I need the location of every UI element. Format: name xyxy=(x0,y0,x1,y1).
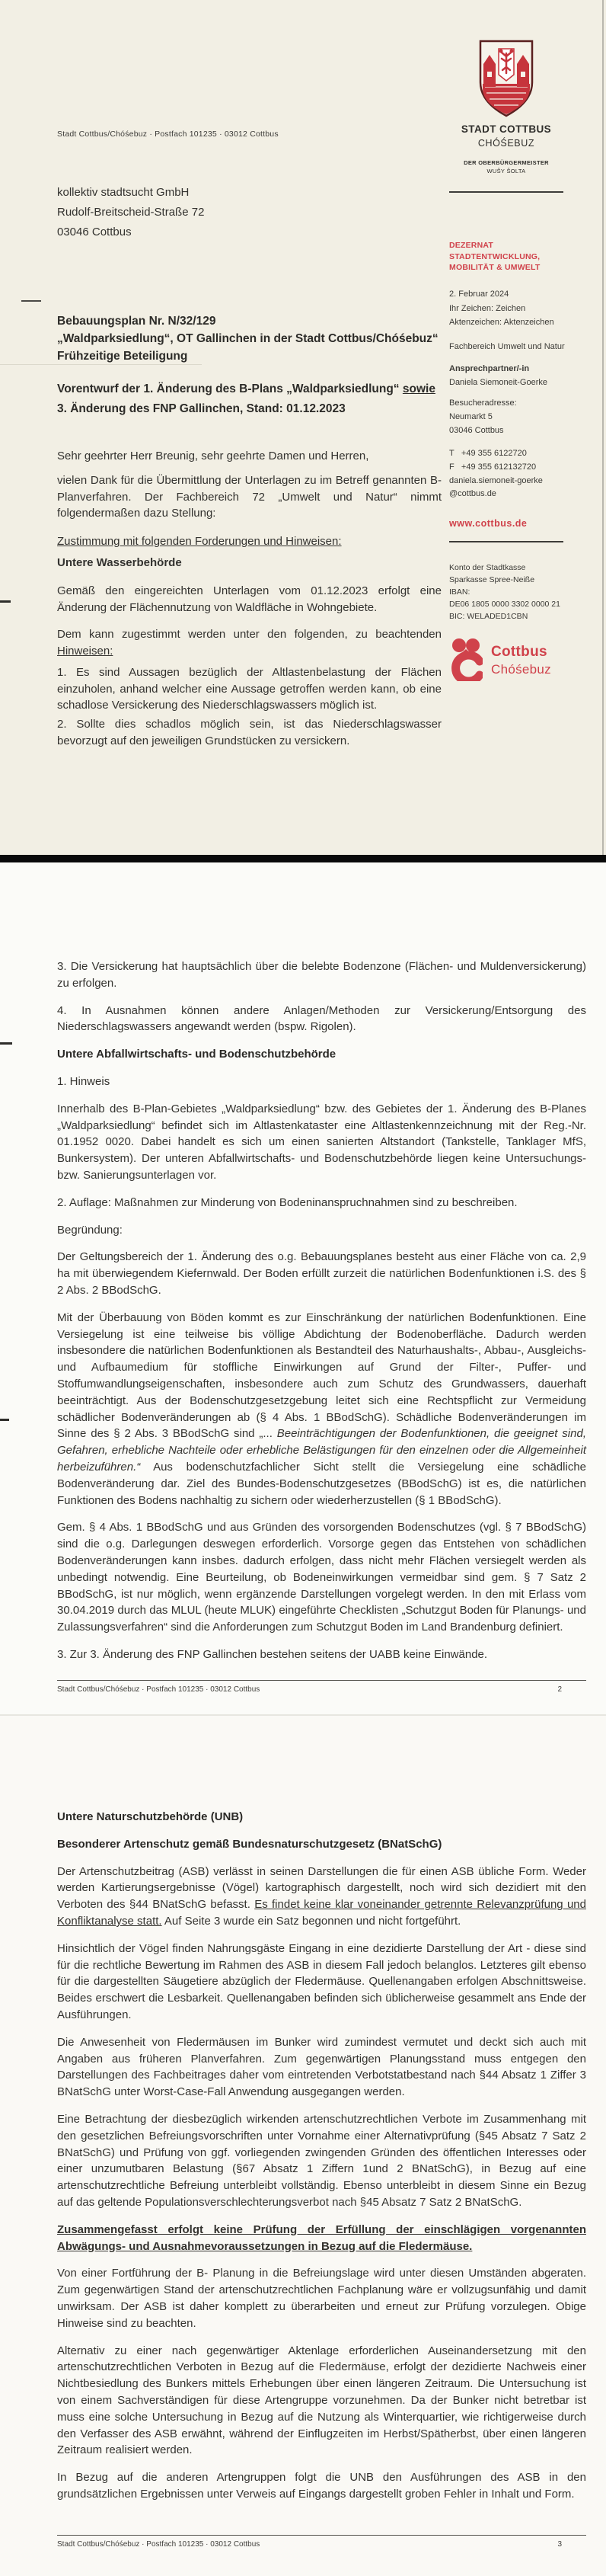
footer-rule xyxy=(57,2535,586,2536)
subject2-line-2: 3. Änderung des FNP Gallinchen, Stand: 01.12.2023 xyxy=(57,402,346,415)
mayor-line-2: WUŠY ŠOLTA xyxy=(486,168,526,174)
footer-sender-line: Stadt Cottbus/Chóśebuz · Postfach 101235 · 03012 Cottbus xyxy=(57,1685,260,1694)
nature-authority-heading: Untere Naturschutzbehörde (UNB) xyxy=(57,1810,244,1823)
water-item-1: 1. Es sind Aussagen bezüglich der Altlastenbelastung der Flächen einzuholen, anhand welcher eine Aussage getroffen werden kann, ob eine schadlose Versickerung des Niederschlagswassers möglich ist. xyxy=(57,666,442,712)
begruendung-paragraph-1: Der Geltungsbereich der 1. Änderung des o.g. Bebauungsplanes besteht aus einer Fläche von ca. 2,9 ha mit überwiegendem Kiefernwald. Der Boden erfüllt zurzeit die natürlichen Bodenfunktionen i.S. des § 2 Abs. 2 BBodSchG. xyxy=(57,1250,586,1297)
water-authority-heading: Untere Wasserbehörde xyxy=(57,556,182,569)
bank-details xyxy=(449,562,594,622)
bank-line: BIC: WELADED1CBN xyxy=(449,612,528,621)
begruendung-label: Begründung: xyxy=(57,1223,123,1237)
punch-mark xyxy=(0,1042,12,1045)
water-paragraph-2: Dem kann zugestimmt werden unter den folgenden, zu beachtenden Hinweisen: xyxy=(57,628,442,658)
footer-sender-line: Stadt Cottbus/Chóśebuz · Postfach 101235 · 03012 Cottbus xyxy=(57,2540,260,2549)
visitor-city: 03046 Cottbus xyxy=(449,426,504,435)
phone-row xyxy=(449,447,594,460)
recipient-name: kollektiv stadtsucht GmbH xyxy=(57,186,190,199)
email-line-1: daniela.siemoneit-goerke xyxy=(449,476,543,485)
fax-label: F xyxy=(449,462,454,472)
sender-line: Stadt Cottbus/Chóśebuz · Postfach 101235 · 03012 Cottbus xyxy=(57,130,279,139)
unb-paragraph-8: In Bezug auf die anderen Artengruppen folgt die UNB den Ausführungen des ASB in den grundsätzlichen Ergebnissen unter Verweis auf Eingangs dargestellt groben Fehler in Inhalt und Form. xyxy=(57,2471,586,2501)
visitor-address-label: Besucheradresse: xyxy=(449,398,517,408)
page-separator xyxy=(0,855,606,862)
fold-line xyxy=(0,364,202,365)
cottbus-coat-of-arms xyxy=(477,38,535,119)
bank-line: Sparkasse Spree-Neiße xyxy=(449,575,535,584)
unb-paragraph-6: Von einer Fortführung der B- Planung in die Befreiungslage wird unter diesen Umständen abgeraten. Zum gegenwärtigen Stand der artenschutzrechtlichen Fachplanung wäre er vollzugsunfähig und damit unwirksam. Der ASB ist daher komplett zu überarbeiten und erneut zur Prüfung vorzulegen. Obige Hinweise sind zu beachten. xyxy=(57,2267,586,2330)
recipient-address xyxy=(57,183,204,242)
unb-summary-paragraph: Zusammengefasst erfolgt keine Prüfung der Erfüllung der einschlägigen vorgenannten Abwägungs- und Ausnahmevoraussetzungen in Bezug auf die Fledermäuse. xyxy=(57,2222,586,2253)
fax-number: +49 355 612132720 xyxy=(461,462,537,472)
begruendung-paragraph-2: Mit der Überbauung von Böden kommt es zur Einschränkung der natürlichen Bodenfunktionen. Eine Versiegelung ist eine teilweise bis völlige Abdichtung der Bodenoberfläche. Dadurch werden insbesondere die natürlichen Bodenfunktionen als Bestandteil des Naturhaushalts-, Abbau-, Ausgleichs- und Aufbaumedium für stoffliche Einwirkungen auf Grund der Filter-, Puffer- und Stoffumwandlungseigenschaften, insbesondere auch zum Schutz des Grundwassers, dauerhaft beeinträchtigt. Aus der Bodenschutzgesetzgebung leitet sich eine Rechtspflicht zur Vermeidung schädlicher Bodenveränderungen ab (§ 4 Abs. 1 BBodSchG). Schädliche Bodenveränderungen im Sinne des § 2 Abs. 3 BBodSchG sind „... Beeinträchtigungen der Bodenfunktionen, die geeignet sind, Gefahren, erhebliche Nachteile oder erhebliche Belästigungen für den einzelnen oder die Allgemeinheit herbeizuführen.“ Aus bodenschutzfachlicher Sicht stellt die Versiegelung eine schädliche Bodenveränderung dar. Ziel des Bundes-Bodenschutzgesetzes (BBodSchG) ist es, die natürlichen Funktionen des Bodens nachhaltig zu sichern oder wiederherzustellen (§ 1 BBodSchG). xyxy=(57,1310,586,1507)
recipient-street: Rudolf-Breitscheid-Straße 72 xyxy=(57,206,205,219)
water-item-2: 2. Sollte dies schadlos möglich sein, ist das Niederschlagswasser bevorzugt auf den jeweiligen Grundstücken zu versickern. xyxy=(57,718,442,747)
unb-paragraph-1: Der Artenschutzbeitrag (ASB) verlässt in seinen Darstellungen die für einen ASB übliche Form. Weder werden Kartierungsergebnisse (Vögel) kartographisch dargestellt, noch wird sich dezidiert mit den Verboten des §44 BNatSchG befasst. Es findet keine klar voneinander getrennte Relevanzprüfung und Konfliktanalyse statt. Auf Seite 3 wurde ein Satz begonnen und nicht fortgeführt. xyxy=(57,1864,586,1928)
fold-mark xyxy=(21,300,41,302)
recipient-city: 03046 Cottbus xyxy=(57,226,132,238)
division-name: Fachbereich Umwelt und Natur xyxy=(449,342,565,351)
website-link: www.cottbus.de xyxy=(449,518,528,529)
auflage-paragraph: 2. Auflage: Maßnahmen zur Minderung von Bodeninanspruchnahmen sind zu beschreiben. xyxy=(57,1195,518,1209)
visitor-street: Neumarkt 5 xyxy=(449,412,493,421)
species-protection-subheading: Besonderer Artenschutz gemäß Bundesnaturschutzgesetz (BNatSchG) xyxy=(57,1837,442,1851)
contact-label: Ansprechpartner/-in xyxy=(449,364,530,373)
logo-wordmark-line-1: Cottbus xyxy=(491,644,547,660)
begruendung-paragraph-3: Gem. § 4 Abs. 1 BBodSchG und aus Gründen des vorsorgenden Bodenschutzes (vgl. § 7 BBodSchG) sind die o.g. Darlegungen deswegen erforderlich. Vorsorge gegen das Entstehen von schädlichen Bodenveränderungen kann insbes. dadurch erfolgen, dass nicht mehr Flächen versiegelt werden als unbedingt notwendig. Eine Beurteilung, ob Bodeneinwirkungen vermeidbar sind gem. § 7 Satz 2 BBodSchG, ist nur möglich, wenn ergänzende Darstellungen vorgelegt werden. In den mit Erlass vom 30.04.2019 durch das MLUL (heute MLUK) eingeführte Checklisten „Schutzgut Boden für Planungs- und Zulassungsverfahren“ sind die Anforderungen zum Schutzgut Boden im Land Brandenburg definiert. xyxy=(57,1521,586,1634)
subject-block-2 xyxy=(57,379,453,419)
your-reference: Ihr Zeichen: Zeichen xyxy=(449,304,526,313)
page-2 xyxy=(0,862,606,1714)
page-number: 3 xyxy=(557,2540,562,2549)
water-item-3: 3. Die Versickerung hat hauptsächlich über die belebte Bodenzone (Flächen- und Muldenversickerung) zu erfolgen. xyxy=(57,960,586,990)
subject2-line-1: Vorentwurf der 1. Änderung des B-Plans „Waldparksiedlung“ sowie xyxy=(57,382,435,395)
page-number: 2 xyxy=(557,1685,562,1694)
unb-paragraph-3: Die Anwesenheit von Fledermäusen im Bunker wird zumindest vermutet und deckt sich auch mit Angaben aus früheren Planverfahren. Zum gegenwärtigen Planungsstand muss entgegen den Darstellungen des Fachbeitrages daher vom eintretenden Verbotstatbestand nach §44 Absatz 1 Ziffer 3 BNatSchG unter Worst-Case-Fall Anwendung ausgegangen werden. xyxy=(57,2035,586,2099)
unb-paragraph-4: Eine Betrachtung der diesbezüglich wirkenden artenschutzrechtlichen Verbote im Zusammenhang mit den gesetzlichen Befreiungsvorschriften unter Vornahme einer Alternativprüfung (§45 Absatz 7 Satz 2 BNatSchG) und Prüfung von ggf. vorliegenden zwingenden Gründen des öffentlichen Interesses oder einer unzumutbaren Belastung (§67 Absatz 1 Ziffern 1und 2 BNatSchG), in Bezug auf eine artenschutzrechtliche Befreiung unterbleibt vollständig. Ebenso unterbleibt in diesem Sinne ein Bezug auf das geltende Populationsverschlechterungsverbot nach §45 Absatz 7 Satz 2 BNatSchG. xyxy=(57,2112,586,2209)
subject-block xyxy=(57,312,453,365)
file-reference: Aktenzeichen: Aktenzeichen xyxy=(449,318,554,327)
sidebar-divider-2 xyxy=(449,541,563,542)
fnp-note: 3. Zur 3. Änderung des FNP Gallinchen bestehen seitens der UABB keine Einwände. xyxy=(57,1647,488,1661)
letter-date: 2. Februar 2024 xyxy=(449,290,509,299)
unb-paragraph-7: Alternativ zu einer nach gegenwärtiger Aktenlage erforderlichen Auseinandersetzung mit den artenschutzrechtlichen Verboten in Bezug auf die Fledermäuse, erfolgt der dezidierte Nachweis einer Nichtbesiedlung des Bunkers mittels Erhebungen über einen längeren Zeitraum. Die Untersuchung ist von einem Sachverständigen für diese Artengruppe vorzunehmen. Da der Bunker nicht betretbar ist muss eine solche Untersuchung in Bezug auf die Nutzung als Winterquartier, wie richtigerweise durch den Verfasser des ASB erwähnt, während der Einflugzeiten im Herbst/Spätherbst, über einen längeren Zeitraum realisiert werden. xyxy=(57,2344,586,2457)
bank-line: DE06 1805 0000 3302 0000 21 xyxy=(449,600,560,609)
subject-line-1: Bebauungsplan Nr. N/32/129 xyxy=(57,315,216,328)
phone-number: +49 355 6122720 xyxy=(461,449,527,458)
salutation: Sehr geehrter Herr Breunig, sehr geehrte Damen und Herren, xyxy=(57,450,369,462)
underlined-hinweisen: Hinweisen: xyxy=(57,644,113,658)
phone-label: T xyxy=(449,449,454,458)
intro-paragraph: vielen Dank für die Übermittlung der Unterlagen zu im Betreff genannten B-Planverfahren. Der Fachbereich 72 „Umwelt und Natur“ nimmt folgendermaßen dazu Stellung: xyxy=(57,474,442,520)
underlined-sowie: sowie xyxy=(402,382,435,395)
water-paragraph-1: Gemäß den eingereichten Unterlagen vom 01.12.2023 erfolgt eine Änderung der Flächennutzung von Waldfläche in Wohngebiete. xyxy=(57,584,442,614)
mayor-line-1: DER OBERBÜRGERMEISTER xyxy=(464,159,549,166)
email-line-2: @cottbus.de xyxy=(449,489,496,498)
punch-mark xyxy=(0,1419,9,1421)
hint-paragraph: Innerhalb des B-Plan-Gebietes „Waldparksiedlung“ bzw. des Gebietes der 1. Änderung des B-Planes „Waldparksiedlung“ befindet sich im Altlastenkataster eine Altlastenkennzeichnung mit der Reg.-Nr. 01.1952 0020. Dabei handelt es sich um einen sanierten Altstandort (Tankstelle, Tanklager MfS, Bunkersystem). Der unteren Abfallwirtschafts- und Bodenschutzbehörde liegen keine Untersuchungs- bzw. Sanierungsunterlagen vor. xyxy=(57,1102,586,1182)
cottbus-logo-icon xyxy=(449,637,483,681)
subject-line-3: Frühzeitige Beteiligung xyxy=(57,350,188,363)
underlined-relevanzpruefung: Es findet keine klar voneinander getrennte Relevanzprüfung und Konfliktanalyse statt. xyxy=(57,1898,586,1928)
org-name-line-2: CHÓŚEBUZ xyxy=(477,138,535,149)
footer-rule xyxy=(57,1680,586,1681)
unb-paragraph-2: Hinsichtlich der Vögel finden Nahrungsgäste Eingang in eine dezidierte Darstellung der Art - diese sind für die rechtliche Bewertung im Rahmen des ASB in diesem Fall jedoch belanglos. Letzteres gilt ebenso für die dargestellten Säugetiere abzüglich der Fledermäuse. Quellenangaben erfolgen Abschnittsweise. Beides erschwert die Lesbarkeit. Quellenangaben befinden sich üblicherweise gesammelt ans Ende der Ausführungen. xyxy=(57,1941,586,2021)
agreement-heading: Zustimmung mit folgenden Forderungen und Hinweisen: xyxy=(57,535,342,548)
page-3 xyxy=(0,1714,606,2576)
page-1 xyxy=(0,0,606,855)
quoted-law-text: Beeinträchtigungen der Bodenfunktionen, die geeignet sind, Gefahren, erhebliche Nachteile oder erhebliche Belästigungen für den einzelnen oder die Allgemeinheit herbeizuführen.“ xyxy=(57,1427,586,1474)
water-item-4: 4. In Ausnahmen können andere Anlagen/Methoden zur Versickerung/Entsorgung des Niederschlagswassers angewandt werden (bspw. Rigolen). xyxy=(57,1003,586,1034)
hint-label: 1. Hinweis xyxy=(57,1074,110,1088)
org-name-line-1: STADT COTTBUS xyxy=(461,123,552,135)
department-block: DEZERNAT STADTENTWICKLUNG, MOBILITÄT & UMWELT xyxy=(449,241,541,272)
bank-line: Konto der Stadtkasse xyxy=(449,563,526,572)
bank-line: IBAN: xyxy=(449,587,470,597)
sidebar-divider-1 xyxy=(449,191,563,193)
punch-mark xyxy=(0,600,11,603)
logo-wordmark-line-2: Chóśebuz xyxy=(491,662,551,677)
scan-edge-line xyxy=(602,0,604,855)
contact-name: Daniela Siemoneit-Goerke xyxy=(449,378,548,387)
subject-line-2: „Waldparksiedlung“, OT Gallinchen in der Stadt Cottbus/Chóśebuz“ xyxy=(57,332,439,345)
fax-row xyxy=(449,461,594,474)
waste-soil-authority-heading: Untere Abfallwirtschafts- und Bodenschutzbehörde xyxy=(57,1048,336,1061)
